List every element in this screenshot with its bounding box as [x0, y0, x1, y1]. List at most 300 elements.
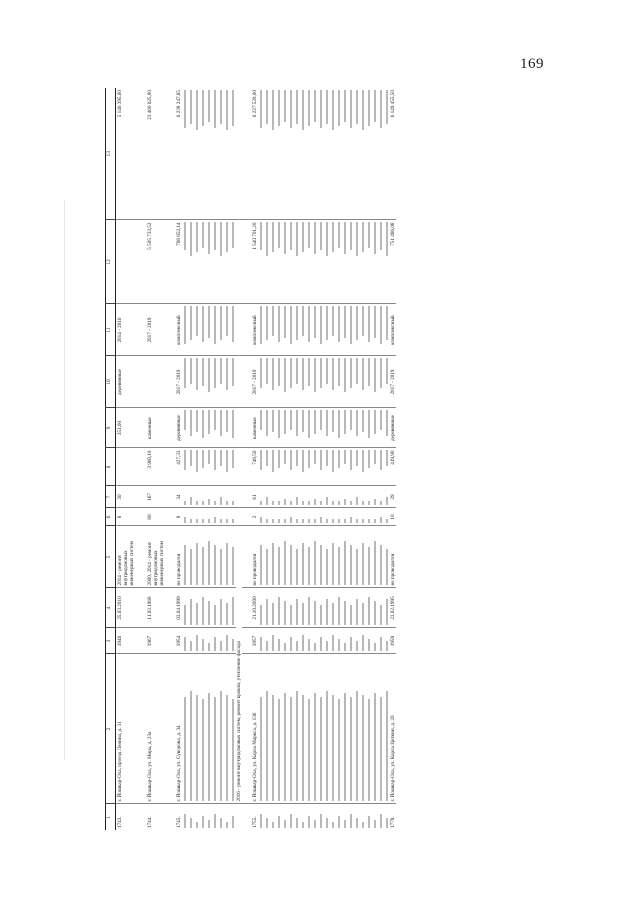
- text-placeholder-stroke: [362, 502, 364, 506]
- col-num-5: 5: [106, 526, 116, 588]
- text-placeholder-stroke: [260, 518, 262, 524]
- cell-repair-note: 2000, 2014 - ремонт внутридомовых инженерных систем: [146, 526, 166, 588]
- text-placeholder-stroke: [320, 359, 322, 389]
- text-placeholder-stroke: [374, 644, 376, 652]
- cell-residents: 30: [116, 486, 137, 508]
- text-placeholder-stroke: [260, 546, 262, 586]
- text-placeholder-stroke: [202, 223, 204, 249]
- cell-repair-note: 2014 - ремонт внутридомовых инженерных систем: [116, 526, 137, 588]
- text-placeholder-stroke: [344, 694, 346, 802]
- text-placeholder-stroke: [196, 307, 198, 337]
- text-placeholder-stroke: [284, 307, 286, 339]
- text-placeholder-stroke: [314, 820, 316, 828]
- text-placeholder-stroke: [296, 359, 298, 385]
- text-placeholder-stroke: [190, 520, 192, 524]
- text-placeholder-stroke: [220, 90, 222, 124]
- text-placeholder-stroke: [362, 451, 364, 473]
- text-placeholder-stroke: [326, 642, 328, 652]
- cell-index: 1755.: [252, 804, 258, 830]
- text-placeholder-stroke: [374, 694, 376, 802]
- cell-total: 6 238 247,85: [176, 90, 182, 118]
- text-placeholder-stroke: [284, 820, 286, 828]
- text-placeholder-stroke: [278, 411, 280, 439]
- text-placeholder-stroke: [190, 359, 192, 385]
- text-placeholder-stroke: [302, 544, 304, 586]
- text-placeholder-stroke: [226, 822, 228, 828]
- text-placeholder-stroke: [362, 90, 364, 130]
- text-placeholder-stroke: [232, 816, 234, 828]
- text-placeholder-stroke: [290, 223, 292, 251]
- text-placeholder-stroke: [196, 696, 198, 802]
- text-placeholder-stroke: [368, 411, 370, 439]
- cell-floors: 2: [252, 508, 258, 526]
- text-placeholder-stroke: [266, 307, 268, 341]
- text-placeholder-stroke: [320, 518, 322, 524]
- text-placeholder-stroke: [326, 692, 328, 802]
- text-placeholder-stroke: [284, 542, 286, 586]
- text-placeholder-stroke: [386, 520, 388, 524]
- text-placeholder-stroke: [356, 642, 358, 652]
- text-placeholder-stroke: [232, 520, 234, 524]
- text-placeholder-stroke: [266, 90, 268, 124]
- text-placeholder-stroke: [278, 598, 280, 626]
- text-placeholder-stroke: [190, 642, 192, 652]
- text-placeholder-stroke: [278, 640, 280, 652]
- text-placeholder-stroke: [362, 411, 364, 433]
- text-placeholder-stroke: [208, 694, 210, 802]
- text-placeholder-stroke: [338, 359, 340, 387]
- text-placeholder-stroke: [332, 411, 334, 433]
- text-placeholder-stroke: [290, 90, 292, 128]
- cell-repair-type: комплексный: [390, 304, 396, 356]
- text-placeholder-stroke: [302, 502, 304, 506]
- text-placeholder-stroke: [296, 223, 298, 257]
- text-placeholder-stroke: [332, 451, 334, 473]
- text-placeholder-stroke: [326, 550, 328, 586]
- text-placeholder-stroke: [296, 692, 298, 802]
- text-placeholder-stroke: [266, 359, 268, 385]
- text-placeholder-stroke: [214, 638, 216, 652]
- text-placeholder-stroke: [356, 498, 358, 506]
- text-placeholder-stroke: [380, 698, 382, 802]
- text-placeholder-stroke: [196, 90, 198, 130]
- text-placeholder-stroke: [284, 694, 286, 802]
- text-placeholder-stroke: [368, 359, 370, 387]
- text-placeholder-stroke: [266, 818, 268, 828]
- text-placeholder-stroke: [232, 90, 234, 126]
- text-placeholder-stroke: [196, 520, 198, 524]
- text-placeholder-stroke: [380, 451, 382, 471]
- cell-area: 419,90: [390, 448, 396, 486]
- col-num-12: 12: [106, 220, 116, 304]
- text-placeholder-stroke: [214, 606, 216, 626]
- text-placeholder-stroke: [226, 90, 228, 130]
- text-placeholder-stroke: [266, 451, 268, 467]
- text-placeholder-stroke: [208, 411, 210, 435]
- cell-period: 2017 - 2019: [252, 356, 258, 408]
- text-placeholder-stroke: [308, 640, 310, 652]
- text-placeholder-stroke: [368, 90, 370, 126]
- cell-total: 5 146 395,00: [117, 90, 123, 118]
- text-placeholder-stroke: [290, 814, 292, 828]
- text-placeholder-stroke: [386, 359, 388, 385]
- text-placeholder-stroke: [220, 411, 222, 437]
- text-placeholder-stroke: [350, 451, 352, 471]
- text-placeholder-stroke: [356, 520, 358, 524]
- text-placeholder-stroke: [326, 307, 328, 341]
- text-placeholder-stroke: [184, 638, 186, 652]
- text-placeholder-stroke: [260, 638, 262, 652]
- text-placeholder-stroke: [374, 359, 376, 393]
- text-placeholder-stroke: [362, 604, 364, 626]
- cell-period: 2017 - 2019: [176, 356, 182, 408]
- text-placeholder-stroke: [344, 307, 346, 339]
- text-placeholder-stroke: [220, 498, 222, 506]
- unreadable-rows-block-3: [258, 88, 390, 830]
- text-placeholder-stroke: [296, 818, 298, 828]
- text-placeholder-stroke: [374, 451, 376, 465]
- text-placeholder-stroke: [214, 223, 216, 251]
- text-placeholder-stroke: [260, 411, 262, 431]
- text-placeholder-stroke: [190, 498, 192, 506]
- text-placeholder-stroke: [190, 600, 192, 626]
- text-placeholder-stroke: [260, 223, 262, 251]
- text-placeholder-stroke: [284, 520, 286, 524]
- cell-period: 2014 - 2016: [116, 304, 137, 356]
- text-placeholder-stroke: [190, 411, 192, 437]
- text-placeholder-stroke: [202, 548, 204, 586]
- text-placeholder-stroke: [232, 451, 234, 469]
- text-placeholder-stroke: [302, 604, 304, 626]
- text-placeholder-stroke: [344, 359, 346, 393]
- text-placeholder-stroke: [232, 411, 234, 439]
- text-placeholder-stroke: [362, 223, 364, 253]
- text-placeholder-stroke: [386, 498, 388, 506]
- cell-address: г. Йошкар-Ола, ул. Карла Маркса, д. 136: [252, 654, 258, 804]
- cell-year: 1954: [176, 628, 182, 654]
- text-placeholder-stroke: [190, 90, 192, 124]
- text-placeholder-stroke: [266, 520, 268, 524]
- text-placeholder-stroke: [356, 359, 358, 385]
- text-placeholder-stroke: [356, 818, 358, 828]
- text-placeholder-stroke: [184, 307, 186, 345]
- text-placeholder-stroke: [296, 600, 298, 626]
- text-placeholder-stroke: [350, 606, 352, 626]
- text-placeholder-stroke: [320, 307, 322, 345]
- text-placeholder-stroke: [308, 502, 310, 506]
- text-placeholder-stroke: [184, 814, 186, 828]
- text-placeholder-stroke: [320, 814, 322, 828]
- text-placeholder-stroke: [332, 544, 334, 586]
- text-placeholder-stroke: [202, 520, 204, 524]
- cell-cost: 5 505 733,52: [146, 220, 166, 304]
- cell-total: 6 149 455,50: [390, 90, 396, 118]
- text-placeholder-stroke: [344, 820, 346, 828]
- cell-material: каменные: [252, 408, 258, 448]
- text-placeholder-stroke: [290, 606, 292, 626]
- text-placeholder-stroke: [184, 223, 186, 251]
- text-placeholder-stroke: [332, 307, 334, 337]
- text-placeholder-stroke: [320, 411, 322, 431]
- text-placeholder-stroke: [220, 451, 222, 467]
- text-placeholder-stroke: [302, 520, 304, 524]
- cell-floors: 8: [176, 508, 182, 526]
- cell-residents: 61: [252, 486, 258, 508]
- housing-repair-table: [105, 88, 396, 830]
- text-placeholder-stroke: [278, 520, 280, 524]
- cell-total: 23 460 025,00: [147, 90, 153, 120]
- rotated-table: [105, 88, 575, 830]
- text-placeholder-stroke: [260, 307, 262, 345]
- text-placeholder-stroke: [362, 822, 364, 828]
- text-placeholder-stroke: [278, 223, 280, 249]
- text-placeholder-stroke: [338, 548, 340, 586]
- text-placeholder-stroke: [220, 550, 222, 586]
- text-placeholder-stroke: [338, 223, 340, 249]
- text-placeholder-stroke: [368, 223, 370, 249]
- text-placeholder-stroke: [380, 606, 382, 626]
- cell-date: 21.10.2000: [252, 588, 258, 628]
- text-placeholder-stroke: [338, 816, 340, 828]
- text-placeholder-stroke: [208, 223, 210, 255]
- cell-index: 1745.: [176, 804, 182, 830]
- text-placeholder-stroke: [290, 546, 292, 586]
- text-placeholder-stroke: [344, 542, 346, 586]
- text-placeholder-stroke: [380, 814, 382, 828]
- cell-material: деревянные: [176, 408, 182, 448]
- text-placeholder-stroke: [332, 696, 334, 802]
- text-placeholder-stroke: [308, 90, 310, 126]
- text-placeholder-stroke: [368, 640, 370, 652]
- cell-residents: 167: [146, 486, 166, 508]
- text-placeholder-stroke: [278, 548, 280, 586]
- text-placeholder-stroke: [344, 602, 346, 626]
- text-placeholder-stroke: [314, 500, 316, 506]
- text-placeholder-stroke: [350, 223, 352, 251]
- text-placeholder-stroke: [296, 520, 298, 524]
- col-num-10: 10: [106, 356, 116, 408]
- text-placeholder-stroke: [338, 640, 340, 652]
- text-placeholder-stroke: [386, 411, 388, 437]
- text-placeholder-stroke: [232, 548, 234, 586]
- text-placeholder-stroke: [214, 359, 216, 389]
- cell-year: 1957: [252, 628, 258, 654]
- text-placeholder-stroke: [386, 90, 388, 124]
- text-placeholder-stroke: [226, 604, 228, 626]
- text-placeholder-stroke: [326, 411, 328, 437]
- text-placeholder-stroke: [226, 223, 228, 253]
- text-placeholder-stroke: [296, 411, 298, 437]
- text-placeholder-stroke: [284, 359, 286, 393]
- text-placeholder-stroke: [314, 307, 316, 339]
- text-placeholder-stroke: [380, 359, 382, 389]
- text-placeholder-stroke: [226, 696, 228, 802]
- text-placeholder-stroke: [232, 700, 234, 802]
- text-placeholder-stroke: [380, 307, 382, 345]
- text-placeholder-stroke: [290, 518, 292, 524]
- text-placeholder-stroke: [284, 223, 286, 255]
- text-placeholder-stroke: [362, 636, 364, 652]
- text-placeholder-stroke: [374, 820, 376, 828]
- text-placeholder-stroke: [374, 500, 376, 506]
- text-placeholder-stroke: [350, 502, 352, 506]
- page-number: 169: [520, 56, 544, 72]
- text-placeholder-stroke: [386, 642, 388, 652]
- text-placeholder-stroke: [326, 223, 328, 257]
- text-placeholder-stroke: [208, 307, 210, 339]
- text-placeholder-stroke: [338, 451, 340, 469]
- text-placeholder-stroke: [220, 520, 222, 524]
- text-placeholder-stroke: [302, 822, 304, 828]
- text-placeholder-stroke: [302, 451, 304, 473]
- text-placeholder-stroke: [290, 307, 292, 345]
- text-placeholder-stroke: [326, 90, 328, 124]
- col-num-6: 6: [106, 508, 116, 526]
- text-placeholder-stroke: [320, 451, 322, 471]
- text-placeholder-stroke: [184, 698, 186, 802]
- cell-repair-note: не проводился: [176, 526, 182, 588]
- cell-year: 1959: [390, 628, 396, 654]
- text-placeholder-stroke: [302, 90, 304, 130]
- table-row-spacer: [166, 88, 176, 830]
- col-num-13: 13: [106, 88, 116, 220]
- text-placeholder-stroke: [308, 411, 310, 439]
- text-placeholder-stroke: [368, 307, 370, 343]
- column-number-row: [106, 88, 116, 830]
- text-placeholder-stroke: [386, 451, 388, 467]
- cell-cost: 751 486,08: [390, 220, 396, 304]
- text-placeholder-stroke: [260, 814, 262, 828]
- text-placeholder-stroke: [338, 307, 340, 343]
- text-placeholder-stroke: [190, 692, 192, 802]
- text-placeholder-stroke: [302, 411, 304, 433]
- text-placeholder-stroke: [266, 411, 268, 437]
- text-placeholder-stroke: [350, 359, 352, 389]
- text-placeholder-stroke: [290, 411, 292, 431]
- cell-area: 3 960,10: [146, 448, 166, 486]
- text-placeholder-stroke: [214, 307, 216, 345]
- text-placeholder-stroke: [272, 636, 274, 652]
- text-placeholder-stroke: [386, 600, 388, 626]
- text-placeholder-stroke: [296, 90, 298, 124]
- text-placeholder-stroke: [202, 307, 204, 343]
- text-placeholder-stroke: [190, 307, 192, 341]
- text-placeholder-stroke: [272, 359, 274, 391]
- text-placeholder-stroke: [380, 546, 382, 586]
- text-placeholder-stroke: [368, 451, 370, 469]
- text-placeholder-stroke: [344, 520, 346, 524]
- text-placeholder-stroke: [232, 223, 234, 249]
- text-placeholder-stroke: [308, 223, 310, 249]
- text-placeholder-stroke: [202, 816, 204, 828]
- cell-date: 03.04.1999: [176, 588, 182, 628]
- text-placeholder-stroke: [374, 307, 376, 339]
- text-placeholder-stroke: [202, 359, 204, 387]
- text-placeholder-stroke: [356, 307, 358, 341]
- text-placeholder-stroke: [368, 520, 370, 524]
- text-placeholder-stroke: [290, 359, 292, 389]
- text-placeholder-stroke: [272, 90, 274, 130]
- text-placeholder-stroke: [208, 644, 210, 652]
- text-placeholder-stroke: [202, 640, 204, 652]
- cell-cost: 1 540 701,20: [252, 220, 258, 304]
- text-placeholder-stroke: [302, 696, 304, 802]
- text-placeholder-stroke: [226, 451, 228, 473]
- table-row: [146, 88, 166, 830]
- text-placeholder-stroke: [308, 359, 310, 387]
- text-placeholder-stroke: [332, 502, 334, 506]
- text-placeholder-stroke: [314, 602, 316, 626]
- text-placeholder-stroke: [374, 90, 376, 122]
- text-placeholder-stroke: [314, 451, 316, 465]
- cell-index: 1778.: [390, 804, 396, 830]
- text-placeholder-stroke: [208, 90, 210, 122]
- text-placeholder-stroke: [350, 546, 352, 586]
- text-placeholder-stroke: [326, 600, 328, 626]
- cell-floors: 10: [390, 508, 396, 526]
- table-row: [390, 88, 396, 830]
- text-placeholder-stroke: [374, 520, 376, 524]
- cell-repair-type: комплексный: [176, 304, 182, 356]
- text-placeholder-stroke: [196, 451, 198, 473]
- text-placeholder-stroke: [232, 502, 234, 506]
- text-placeholder-stroke: [260, 451, 262, 471]
- unreadable-rows-block-2: [182, 88, 236, 830]
- text-placeholder-stroke: [332, 822, 334, 828]
- text-placeholder-stroke: [302, 223, 304, 253]
- text-placeholder-stroke: [232, 640, 234, 652]
- text-placeholder-stroke: [214, 90, 216, 128]
- text-placeholder-stroke: [320, 546, 322, 586]
- text-placeholder-stroke: [232, 359, 234, 387]
- text-placeholder-stroke: [208, 602, 210, 626]
- text-placeholder-stroke: [356, 411, 358, 437]
- cell-area-2: 351,00: [116, 408, 137, 448]
- cell-index: 1743.: [116, 804, 137, 830]
- text-placeholder-stroke: [344, 644, 346, 652]
- text-placeholder-stroke: [208, 542, 210, 586]
- cell-area: 427,33: [176, 448, 182, 486]
- text-placeholder-stroke: [350, 814, 352, 828]
- text-placeholder-stroke: [344, 411, 346, 435]
- text-placeholder-stroke: [344, 223, 346, 255]
- text-placeholder-stroke: [380, 223, 382, 251]
- cell-address: г. Йошкар-Ола, ул. Мира, д. 23а: [146, 654, 166, 804]
- text-placeholder-stroke: [196, 223, 198, 253]
- text-placeholder-stroke: [272, 822, 274, 828]
- col-num-9: 9: [106, 408, 116, 448]
- col-num-4: 4: [106, 588, 116, 628]
- text-placeholder-stroke: [368, 816, 370, 828]
- text-placeholder-stroke: [202, 451, 204, 469]
- cell-index: 1744.: [146, 804, 166, 830]
- text-placeholder-stroke: [184, 451, 186, 471]
- text-placeholder-stroke: [226, 636, 228, 652]
- text-placeholder-stroke: [196, 411, 198, 433]
- text-placeholder-stroke: [266, 692, 268, 802]
- cell-residents: 29: [390, 486, 396, 508]
- text-placeholder-stroke: [338, 520, 340, 524]
- text-placeholder-stroke: [350, 411, 352, 431]
- text-placeholder-stroke: [380, 90, 382, 128]
- text-placeholder-stroke: [278, 90, 280, 126]
- col-num-1: 1: [106, 804, 116, 830]
- cell-address: г. Йошкар-Ола, проезд Ленина, д. 11: [116, 654, 137, 804]
- text-placeholder-stroke: [350, 90, 352, 128]
- text-placeholder-stroke: [344, 500, 346, 506]
- col-num-3: 3: [106, 628, 116, 654]
- text-placeholder-stroke: [338, 700, 340, 802]
